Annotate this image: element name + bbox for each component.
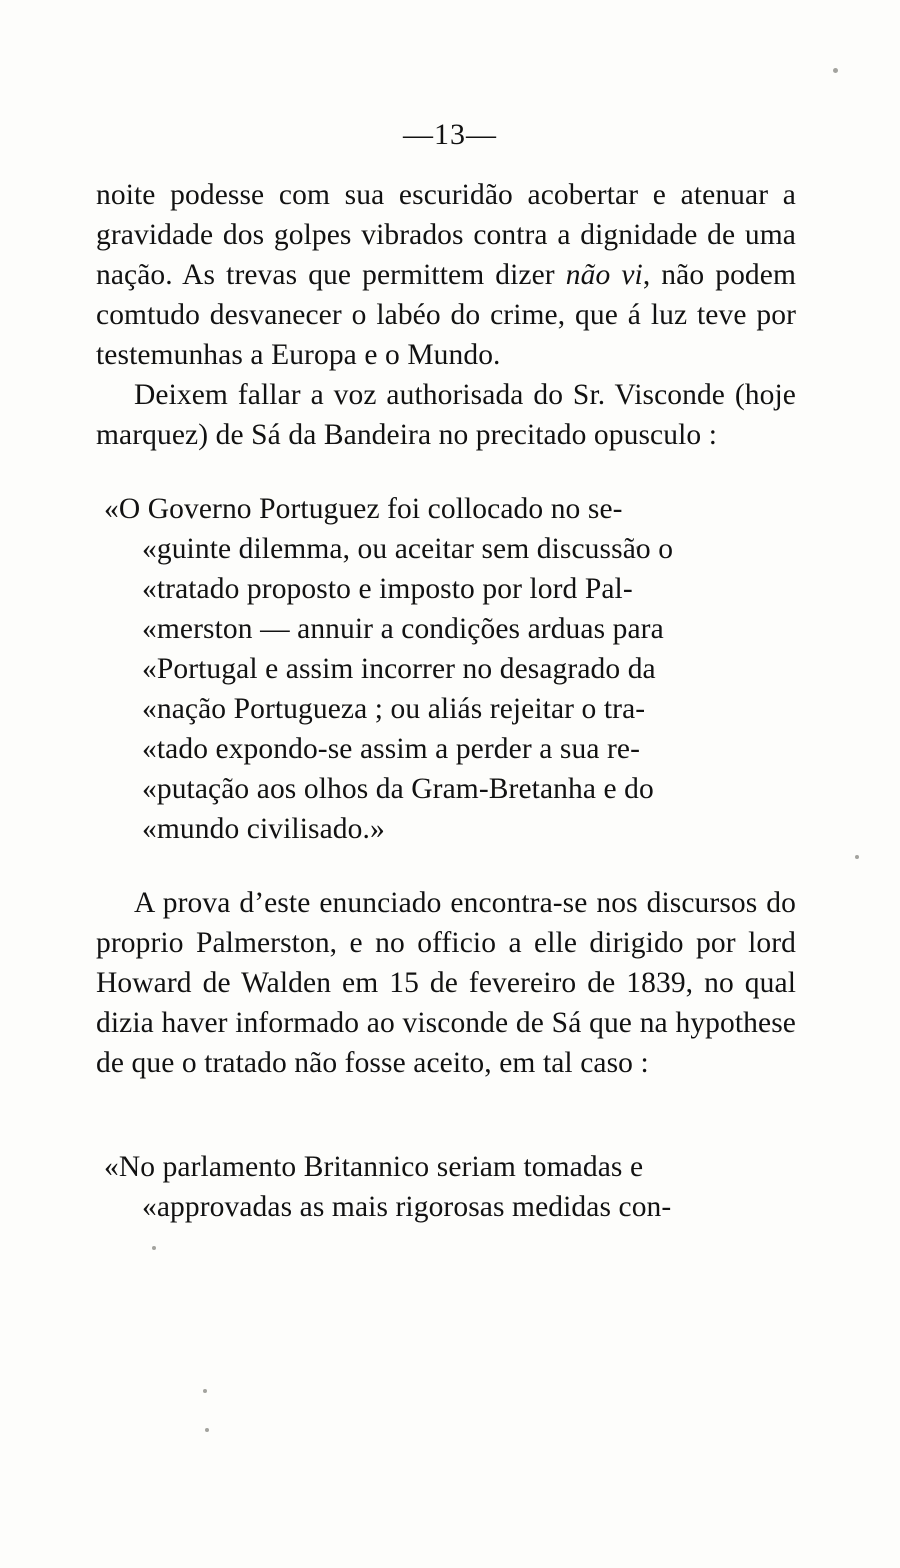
page-number: —13— bbox=[403, 118, 497, 151]
quotation-block-one bbox=[104, 489, 796, 849]
spacer bbox=[96, 1083, 796, 1113]
quote-one-line: «putação aos olhos da Gram-Bretanha e do bbox=[142, 773, 654, 805]
quote-one-line: «nação Portugueza ; ou aliás rejeitar o tra- bbox=[142, 693, 646, 725]
paragraph-1-part-b: , não podem comtudo desvanecer o labéo do crime, que á luz teve por testemunhas a Europa e o Mundo. bbox=[96, 259, 797, 371]
quote-one-line: «merston — annuir a condições arduas para bbox=[142, 613, 664, 645]
quote-two-line: «No parlamento Britannico seriam tomadas e bbox=[104, 1151, 644, 1183]
scan-speck bbox=[833, 68, 838, 73]
quote-one-line: «O Governo Portuguez foi collocado no se- bbox=[104, 493, 623, 525]
quote-two-line: «approvadas as mais rigorosas medidas con- bbox=[142, 1191, 672, 1223]
paragraph-3: A prova d’este enunciado encontra-se nos discursos do proprio Palmerston, e no officio a elle dirigido por lord Howard de Walden em 15 de fevereiro de 1839, no qual dizia haver informado ao visconde de Sá que na hypothese de que o tratado não fosse aceito, em tal caso : bbox=[96, 887, 796, 1079]
paragraph-2: Deixem fallar a voz authorisada do Sr. Visconde (hoje marquez) de Sá da Bandeira no precitado opusculo : bbox=[96, 379, 796, 451]
scan-speck bbox=[152, 1246, 156, 1250]
quote-one-line: «guinte dilemma, ou aceitar sem discussão o bbox=[142, 533, 674, 565]
quote-one-line: «Portugal e assim incorrer no desagrado da bbox=[142, 653, 656, 685]
quote-one-line: «tratado proposto e imposto por lord Pal- bbox=[142, 573, 633, 605]
scan-speck bbox=[205, 1428, 209, 1432]
spacer bbox=[96, 849, 796, 883]
quote-one-line: «tado expondo-se assim a perder a sua re- bbox=[142, 733, 641, 765]
scan-speck bbox=[855, 855, 859, 859]
paragraph-1-part-a: noite podesse com sua escuridão acobertar e atenuar a gravidade dos golpes vibrados contra a dignidade de uma nação. As trevas que permittem dizer bbox=[96, 179, 796, 291]
paragraph-1-emphasis: não vi bbox=[565, 259, 643, 291]
page-body bbox=[96, 175, 796, 1227]
quotation-block-two bbox=[104, 1147, 796, 1227]
scan-speck bbox=[203, 1389, 207, 1393]
paragraph-1 bbox=[96, 175, 796, 375]
quote-one-line: «mundo civilisado.» bbox=[142, 813, 385, 845]
